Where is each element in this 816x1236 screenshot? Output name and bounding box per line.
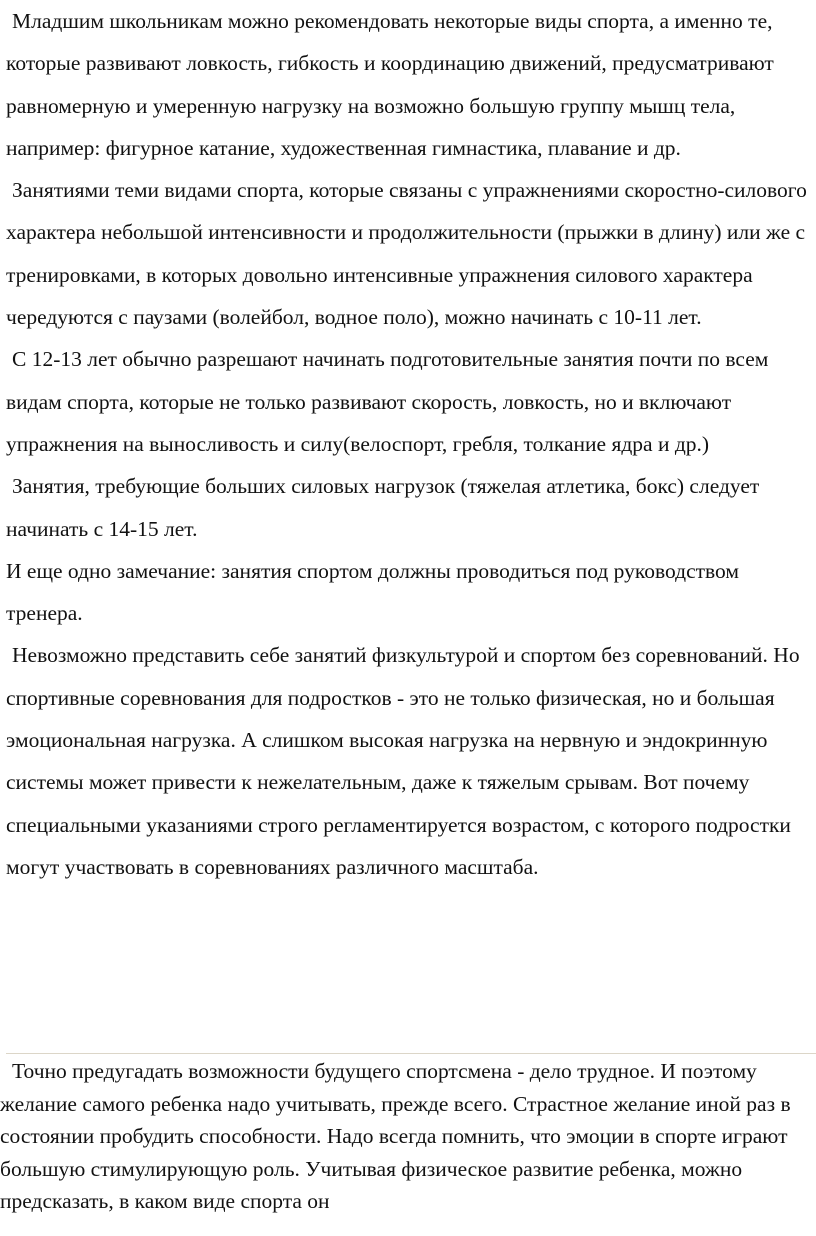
paragraph-speed-strength: Занятиями теми видами спорта, которые связаны с упражнениями скоростно-силового характера небольшой интенсивности и продолжительности (прыжки в длину) или же с тренировками, в которых довольно интенсивные упражнения силового характера чередуются с паузами (волейбол, водное поло), можно начинать с 10-11 лет. bbox=[6, 178, 807, 330]
paragraph-trainer-note: И еще одно замечание: занятия спортом должны проводиться под руководством тренера. bbox=[6, 558, 739, 626]
page-divider bbox=[6, 1053, 816, 1054]
paragraph-future-athlete: Точно предугадать возможности будущего спортсмена - дело трудное. И поэтому желание самого ребенка надо учитывать, прежде всего. Страстное желание иной раз в состоянии пробудить способности. Надо всегда помнить, что эмоции в спорте играют большую стимулирующую роль. Учитывая физическое развитие ребенка, можно предсказать, в каком виде спорта он bbox=[0, 1059, 791, 1213]
document-body-top bbox=[6, 0, 812, 888]
paragraph-age-14-15: Занятия, требующие больших силовых нагрузок (тяжелая атлетика, бокс) следует начинать с 14-15 лет. bbox=[6, 474, 760, 541]
paragraph-competitions: Невозможно представить себе занятий физкультурой и спортом без соревнований. Но спортивные соревнования для подростков - это не только физическая, но и большая эмоциональная нагрузка. А слишком высокая нагрузка на нервную и эндокринную системы может привести к нежелательным, даже к тяжелым срывам. Вот почему специальными указаниями строго регламентируется возрастом, с которого подростки могут участвовать в соревнованиях различного масштаба. bbox=[6, 643, 800, 879]
paragraph-junior-sports: Младшим школьникам можно рекомендовать некоторые виды спорта, а именно те, которые развивают ловкость, гибкость и координацию движений, предусматривают равномерную и умеренную нагрузку на возможно большую группу мышц тела, например: фигурное катание, художественная гимнастика, плавание и др. bbox=[6, 9, 774, 160]
document-body-bottom bbox=[0, 1055, 812, 1218]
paragraph-age-12-13: С 12-13 лет обычно разрешают начинать подготовительные занятия почти по всем видам спорта, которые не только развивают скорость, ловкость, но и включают упражнения на выносливость и силу(велоспорт, гребля, толкание ядра и др.) bbox=[6, 347, 769, 456]
